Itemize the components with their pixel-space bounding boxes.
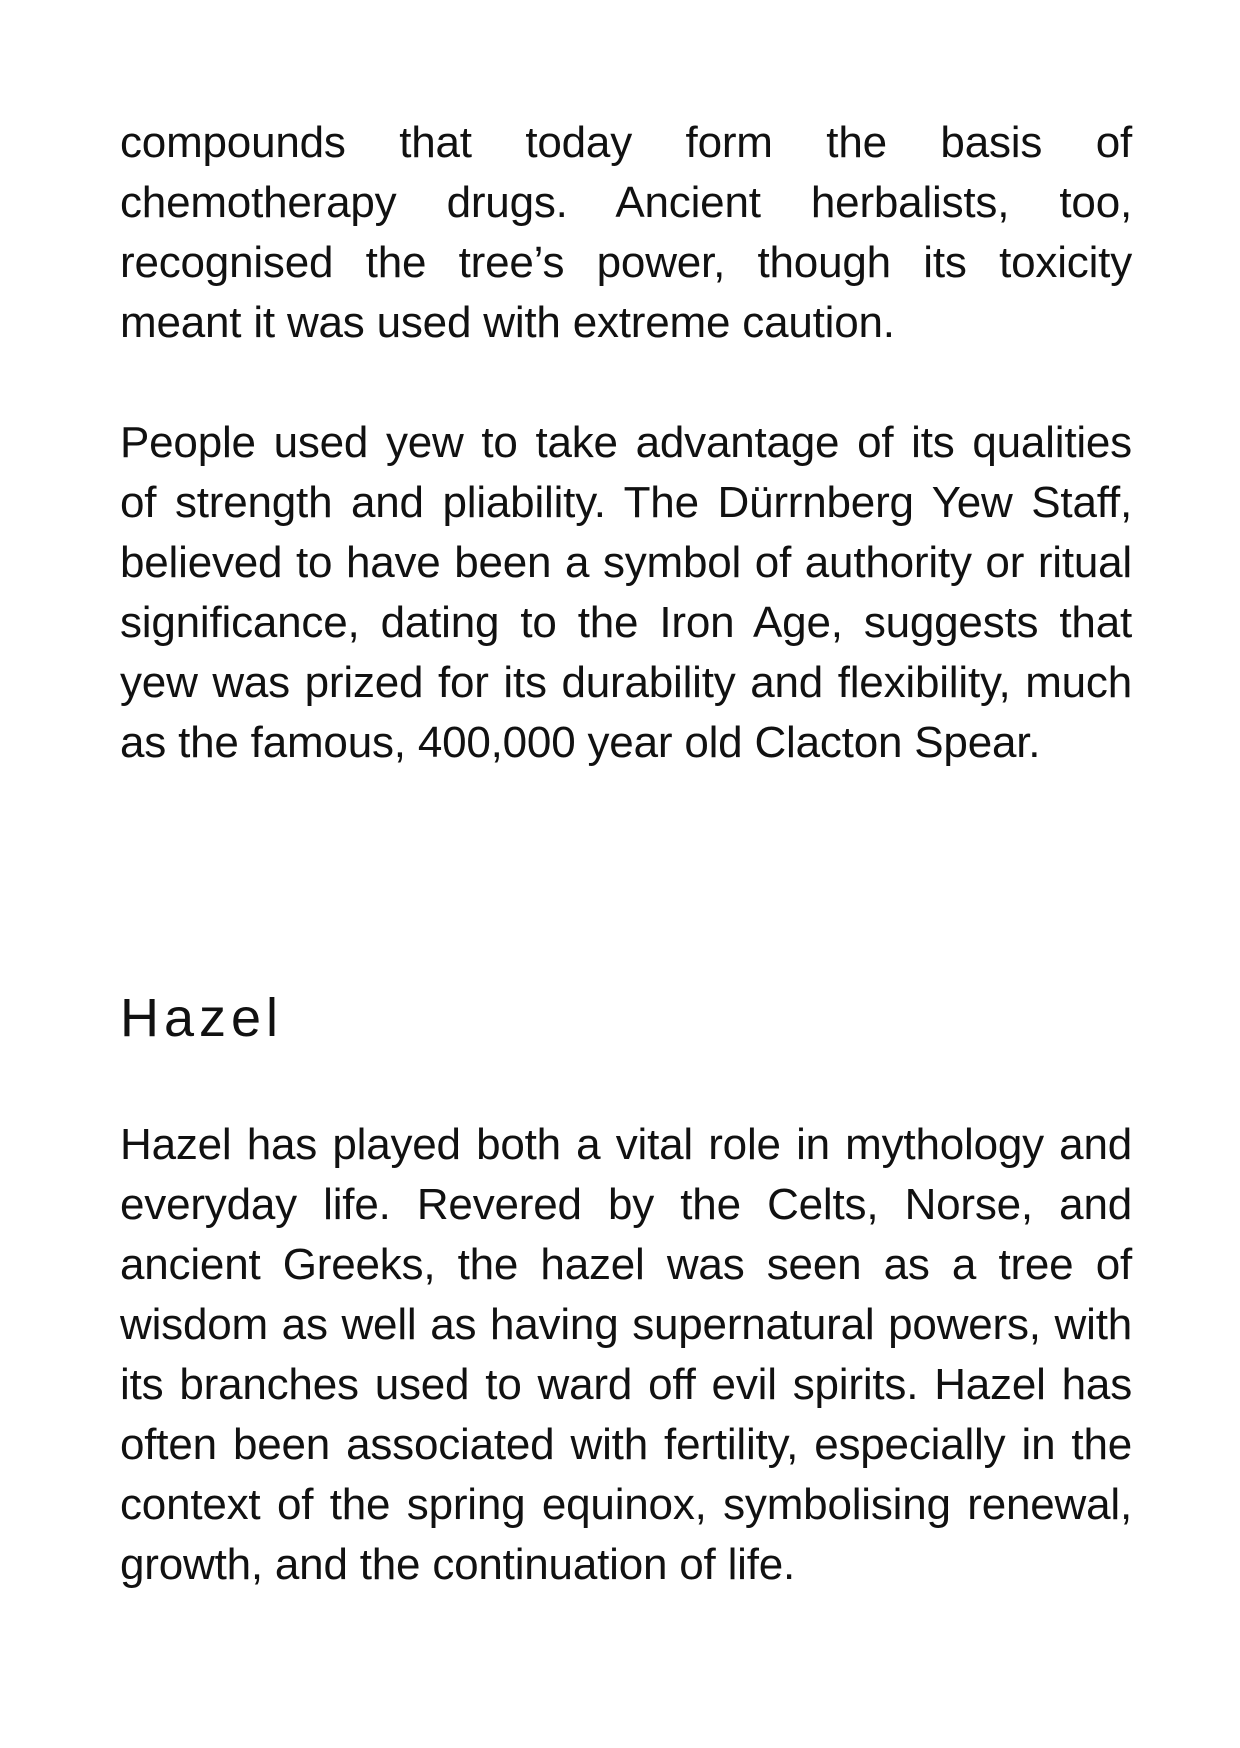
paragraph-yew-medicine: compounds that today form the basis of chemotherapy drugs. Ancient herbalists, too, recognised the tree’s power, though its toxicity meant it was used with extreme caution. [120, 118, 1132, 347]
paragraph-yew-uses: People used yew to take advantage of its qualities of strength and pliability. The Dürrnberg Yew Staff, believed to have been a symbol of authority or ritual significance, dating to the Iron Age, suggests that yew was prized for its durability and flexibility, much as the famous, 400,000 year old Clacton Spear. [120, 418, 1132, 767]
section-heading-hazel: Hazel [120, 988, 284, 1048]
paragraph-hazel: Hazel has played both a vital role in mythology and everyday life. Revered by the Celts, Norse, and ancient Greeks, the hazel was seen as a tree of wisdom as well as having supernatural powers, with its branches used to ward off evil spirits. Hazel has often been associated with fertility, especially in the context of the spring equinox, symbolising renewal, growth, and the continuation of life. [120, 1120, 1132, 1589]
